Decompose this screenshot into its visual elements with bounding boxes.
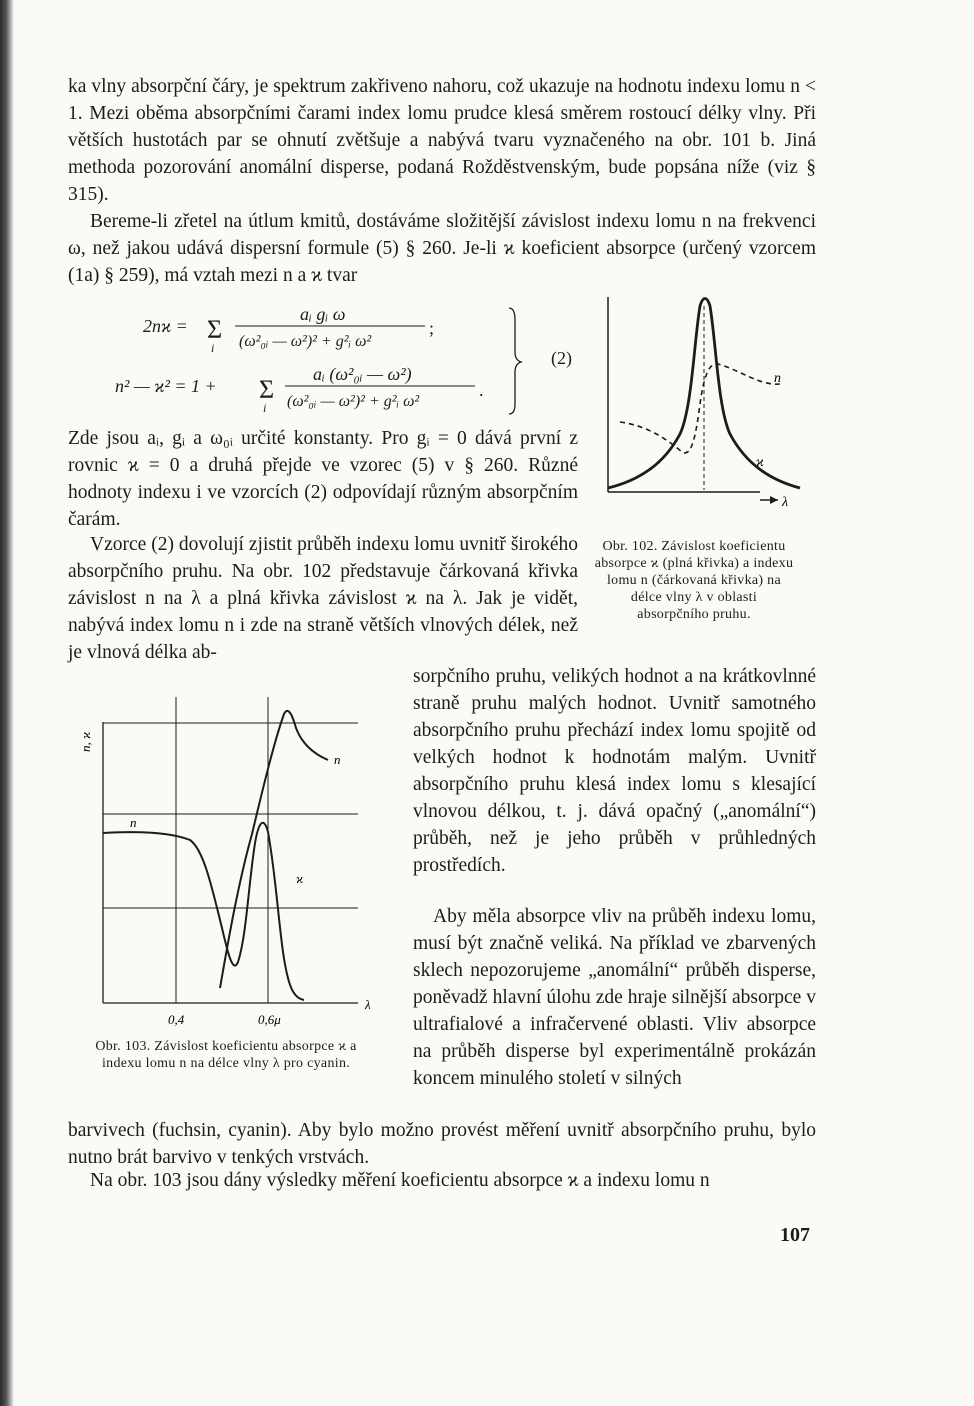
figure-102: [600, 292, 810, 522]
fig102-caption: Obr. 102. Závislost koeficientu absorpce ϰ (plná křivka) a indexu lomu n (čárkovaná křivka) na délce vlny λ v oblasti absorpčního pruhu.: [594, 539, 794, 622]
svg-text:2nϰ =: 2nϰ =: [143, 316, 188, 336]
paragraph-2: Bereme-li zřetel na útlum kmitů, dostáváme složitější závislost indexu lomu n na frekvenci ω, než jakou udává dispersní formule (5) § 260. Je-li ϰ koeficient absorpce (určený vzorcem (1a) § 259), má vztah mezi n a ϰ tvar: [68, 211, 816, 286]
fig103-n-curve: [220, 711, 328, 988]
fig102-axis-label: λ: [782, 495, 789, 510]
paragraph-4: Vzorce (2) dovolují zjistit průběh indexu lomu uvnitř širokého absorpčního pruhu. Na obr. 102 představuje čárkovaná křivka závislost n na λ a plná křivka závislost ϰ na λ. Jak je vidět, nabývá index lomu n i zde na straně větších vlnových délek, než je vlnová délka ab-: [68, 534, 578, 663]
fig102-label-kappa: ϰ: [756, 455, 764, 470]
dispersion-formula: [95, 300, 595, 420]
fig103-caption: Obr. 103. Závislost koeficientu absorpce ϰ a indexu lomu n na délce vlny λ pro cyanin.: [95, 1039, 357, 1071]
page-number: 107: [780, 1224, 810, 1246]
paragraph-6: Aby měla absorpce vliv na průběh indexu lomu, musí být značně veliká. Na příklad ve zbarvených sklech nepozorujeme „anomální“ průběh disperse, poněvadž hlavní úlohu zde hraje silnější absorpce v ultrafialové a infračervené oblasti. Vliv absorpce na průběh disperse byl experimentálně prokázán koncem minulého století v silných: [413, 906, 816, 1089]
book-binding-shadow: [0, 0, 14, 1406]
fig103-ylabel: n, ϰ: [78, 731, 93, 752]
fig103-tick-1: 0,4: [168, 1012, 185, 1027]
svg-text:aᵢ (ω²₀ᵢ — ω²): aᵢ (ω²₀ᵢ — ω²): [313, 364, 412, 384]
svg-text:i: i: [263, 401, 267, 415]
fig102-n-curve: [620, 364, 780, 453]
fig102-arrowhead: [770, 496, 778, 504]
fig102-label-n: n: [774, 371, 781, 386]
fig103-xlabel: λ: [365, 997, 371, 1012]
fig103-kappa-curve: [103, 823, 304, 1000]
paragraph-1: ka vlny absorpční čáry, je spektrum zakřiveno nahoru, což ukazuje na hodnotu indexu lomu n < 1. Mezi oběma absorpčními čarami index lomu prudce klesá směrem rostoucí délky vlny. Při větších hustotách par se ohnutí zvětšuje a nabývá tvaru vyznačeného na obr. 101 b. Jiná methoda pozorování anomální disperse, podaná Rožděstvenským, bude popsána níže (viz § 315).: [68, 76, 816, 205]
paragraph-5: sorpčního pruhu, velikých hodnot a na krátkovlnné straně pruhu malých hodnot. Uvnitř samotného absorpčního pruhu přechází index lomu spojitě od velkých hodnot k hodnotám malým. Uvnitř absorpčního pruhu klesá index lomu s klesající vlnovou délkou, t. j. dává opačný („anomální“) průběh, než je jeho průběh v průhledných prostředích.: [413, 666, 816, 876]
svg-text:.: .: [479, 380, 484, 400]
svg-text:Σ: Σ: [207, 315, 223, 344]
svg-text:;: ;: [429, 318, 435, 338]
svg-text:Σ: Σ: [259, 375, 275, 404]
paragraph-7: barvivech (fuchsin, cyanin). Aby bylo možno provést měření uvnitř absorpčního pruhu, bylo nutno brát barvivo v tenkých vrstvách.: [68, 1120, 816, 1168]
fig103-label-kappa: ϰ: [296, 871, 304, 886]
fig103-label-n-left: n: [130, 815, 137, 830]
svg-text:(ω²₀ᵢ — ω²)² + g²ᵢ ω²: (ω²₀ᵢ — ω²)² + g²ᵢ ω²: [239, 333, 372, 350]
paragraph-3: Zde jsou aᵢ, gᵢ a ω₀ᵢ určité konstanty. Pro gᵢ = 0 dává první z rovnic ϰ = 0 a druhá přejde ve vzorec (5) v § 260. Různé hodnoty indexu i ve vzorcích (2) odpovídají různým absorpčním čarám.: [68, 428, 578, 530]
paragraph-8: Na obr. 103 jsou dány výsledky měření koeficientu absorpce ϰ a indexu lomu n: [90, 1170, 710, 1191]
equation-number: (2): [551, 348, 572, 368]
svg-text:aᵢ gᵢ ω: aᵢ gᵢ ω: [300, 304, 346, 324]
svg-text:(ω²₀ᵢ — ω²)² + g²ᵢ ω²: (ω²₀ᵢ — ω²)² + g²ᵢ ω²: [287, 393, 420, 410]
fig103-tick-2: 0,6μ: [258, 1012, 281, 1027]
fig103-label-n-right: n: [334, 752, 341, 767]
svg-text:n² — ϰ² = 1 +: n² — ϰ² = 1 +: [115, 376, 217, 396]
figure-103: [78, 692, 378, 1032]
svg-text:i: i: [211, 341, 215, 355]
